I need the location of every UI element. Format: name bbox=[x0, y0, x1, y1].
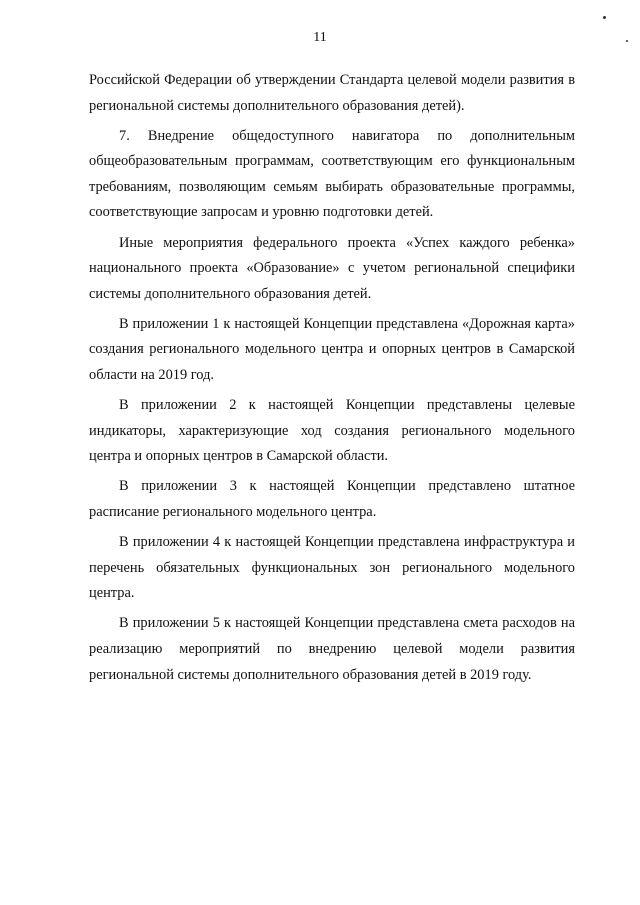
paragraph: В приложении 1 к настоящей Концепции представлена «Дорожная карта» создания регионального модельного центра и опорных центров в Самарской области на 2019 год. bbox=[89, 315, 575, 384]
paragraph: 7. Внедрение общедоступного навигатора по дополнительным общеобразовательным программам, соответствующим его функциональным требованиям, позволяющим семьям выбирать образовательные программы, соответствующие запросам и уровню подготовки детей. bbox=[89, 127, 575, 221]
paragraph: В приложении 2 к настоящей Концепции представлены целевые индикаторы, характеризующие ход создания регионального модельного центра и опорных центров в Самарской области. bbox=[89, 397, 575, 465]
document-body bbox=[89, 68, 575, 688]
paragraph: Иные мероприятия федерального проекта «Успех каждого ребенка» национального проекта «Образование» с учетом региональной специфики системы дополнительного образования детей. bbox=[89, 234, 575, 302]
paragraph: Российской Федерации об утверждении Стандарта целевой модели развития в региональной системы дополнительного образования детей). bbox=[89, 72, 575, 114]
scan-speck bbox=[603, 16, 606, 19]
page-number: 11 bbox=[313, 30, 327, 45]
paragraph: В приложении 3 к настоящей Концепции представлено штатное расписание регионального модельного центра. bbox=[89, 478, 575, 520]
paragraph: В приложении 4 к настоящей Концепции представлена инфраструктура и перечень обязательных функциональных зон регионального модельного центра. bbox=[89, 534, 575, 602]
paragraph: В приложении 5 к настоящей Концепции представлена смета расходов на реализацию мероприятий по внедрению целевой модели развития региональной системы дополнительного образования детей в 2019 году. bbox=[89, 615, 575, 683]
